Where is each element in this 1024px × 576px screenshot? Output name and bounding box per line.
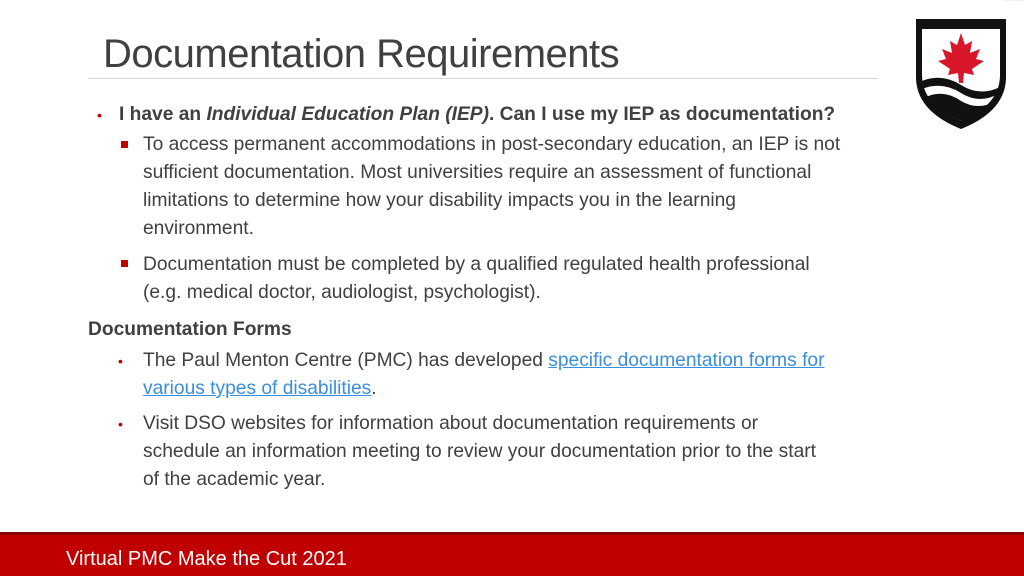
section-heading: Documentation Forms [88, 319, 292, 340]
answer1-line: environment. [143, 218, 254, 239]
square-bullet-icon [121, 141, 128, 148]
forms-item2-line: schedule an information meeting to review your documentation prior to the start [143, 441, 816, 462]
answer2-line: (e.g. medical doctor, audiologist, psychologist). [143, 282, 541, 303]
forms-item1-line1 [143, 347, 825, 375]
question-prefix: I have an [119, 104, 207, 125]
university-crest-logo [912, 15, 1010, 133]
forms-item2-line: of the academic year. [143, 469, 326, 490]
square-bullet-icon [121, 260, 128, 267]
right-edge-decoration [1001, 0, 1024, 576]
question-emphasis: Individual Education Plan (IEP) [206, 104, 489, 125]
answer2-line: Documentation must be completed by a qualified regulated health professional [143, 254, 810, 275]
footer-bar [0, 532, 1024, 576]
documentation-forms-link[interactable]: specific documentation forms for [548, 350, 825, 371]
forms-item2-line: Visit DSO websites for information about documentation requirements or [143, 413, 759, 434]
question-line [119, 101, 835, 129]
footer-text: Virtual PMC Make the Cut 2021 [66, 548, 347, 570]
page-title: Documentation Requirements [103, 32, 620, 76]
answer1-line: limitations to determine how your disability impacts you in the learning [143, 190, 736, 211]
bullet-dot-icon: • [118, 353, 123, 369]
bullet-dot-icon: • [118, 416, 123, 432]
forms-item1-line2 [143, 375, 377, 403]
question-suffix: . Can I use my IEP as documentation? [488, 104, 836, 125]
documentation-forms-link[interactable]: various types of disabilities [143, 378, 372, 399]
title-divider [88, 78, 878, 79]
answer1-line: To access permanent accommodations in post-secondary education, an IEP is not [143, 134, 841, 155]
forms-item1-text: The Paul Menton Centre (PMC) has developed [143, 350, 549, 371]
answer1-line: sufficient documentation. Most universities require an assessment of functional [143, 162, 812, 183]
forms-item1-period: . [371, 378, 377, 399]
bullet-dot-icon: • [97, 107, 102, 123]
